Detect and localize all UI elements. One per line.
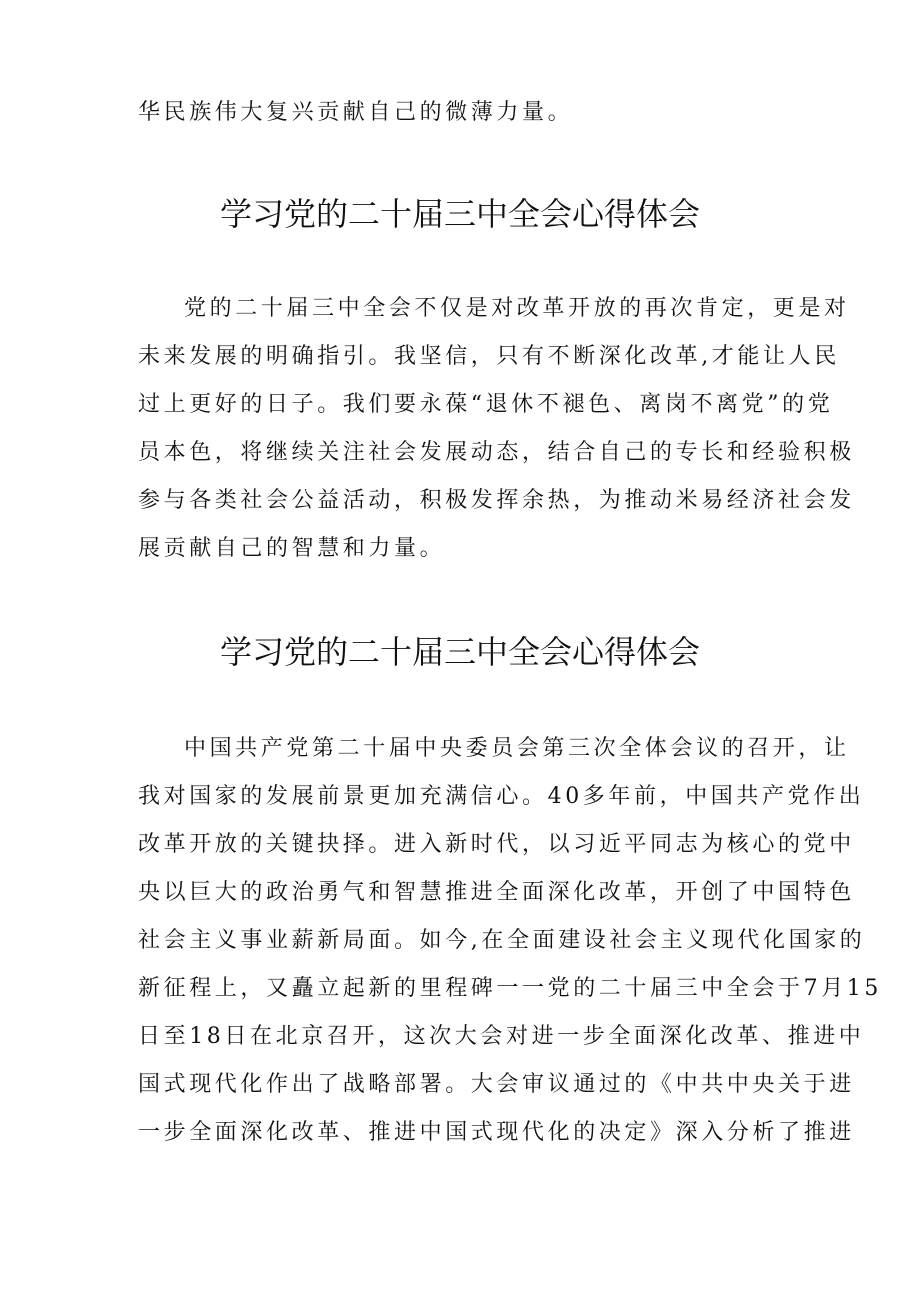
paragraph-line: 过上更好的日子。我们要永葆“退休不褪色、离岗不离党”的党 bbox=[138, 392, 834, 417]
paragraph-line: 中国共产党第二十届中央委员会第三次全体会议的召开，让 bbox=[184, 736, 850, 761]
paragraph-line: 未来发展的明确指引。我坚信，只有不断深化改革,才能让人民 bbox=[138, 344, 840, 369]
section-title: 学习党的二十届三中全会心得体会 bbox=[219, 195, 700, 233]
paragraph-line: 展贡献自己的智慧和力量。 bbox=[138, 536, 446, 561]
paragraph-line: 参与各类社会公益活动，积极发挥余热，为推动米易经济社会发 bbox=[138, 488, 855, 513]
paragraph-line: 新征程上，又矗立起新的里程碑一一党的二十届三中全会于7月15 bbox=[138, 976, 882, 1001]
section-title: 学习党的二十届三中全会心得体会 bbox=[219, 633, 700, 671]
paragraph-line: 改革开放的关键抉择。进入新时代，以习近平同志为核心的党中 bbox=[138, 832, 855, 857]
paragraph-line: 党的二十届三中全会不仅是对改革开放的再次肯定，更是对 bbox=[184, 296, 850, 321]
paragraph-line: 华民族伟大复兴贡献自己的微薄力量。 bbox=[138, 100, 574, 125]
paragraph-line: 我对国家的发展前景更加充满信心。40多年前，中国共产党作出 bbox=[138, 784, 865, 809]
paragraph-line: 日至18日在北京召开，这次大会对进一步全面深化改革、推进中 bbox=[138, 1024, 865, 1049]
paragraph-line: 员本色，将继续关注社会发展动态，结合自己的专长和经验积极 bbox=[138, 440, 855, 465]
paragraph-line: 一步全面深化改革、推进中国式现代化的决定》深入分析了推进 bbox=[138, 1120, 855, 1145]
paragraph-line: 央以巨大的政治勇气和智慧推进全面深化改革，开创了中国特色 bbox=[138, 880, 855, 905]
paragraph-line: 国式现代化作出了战略部署。大会审议通过的《中共中央关于进 bbox=[138, 1072, 855, 1097]
paragraph-line: 社会主义事业薪新局面。如今,在全面建设社会主义现代化国家的 bbox=[138, 928, 866, 953]
